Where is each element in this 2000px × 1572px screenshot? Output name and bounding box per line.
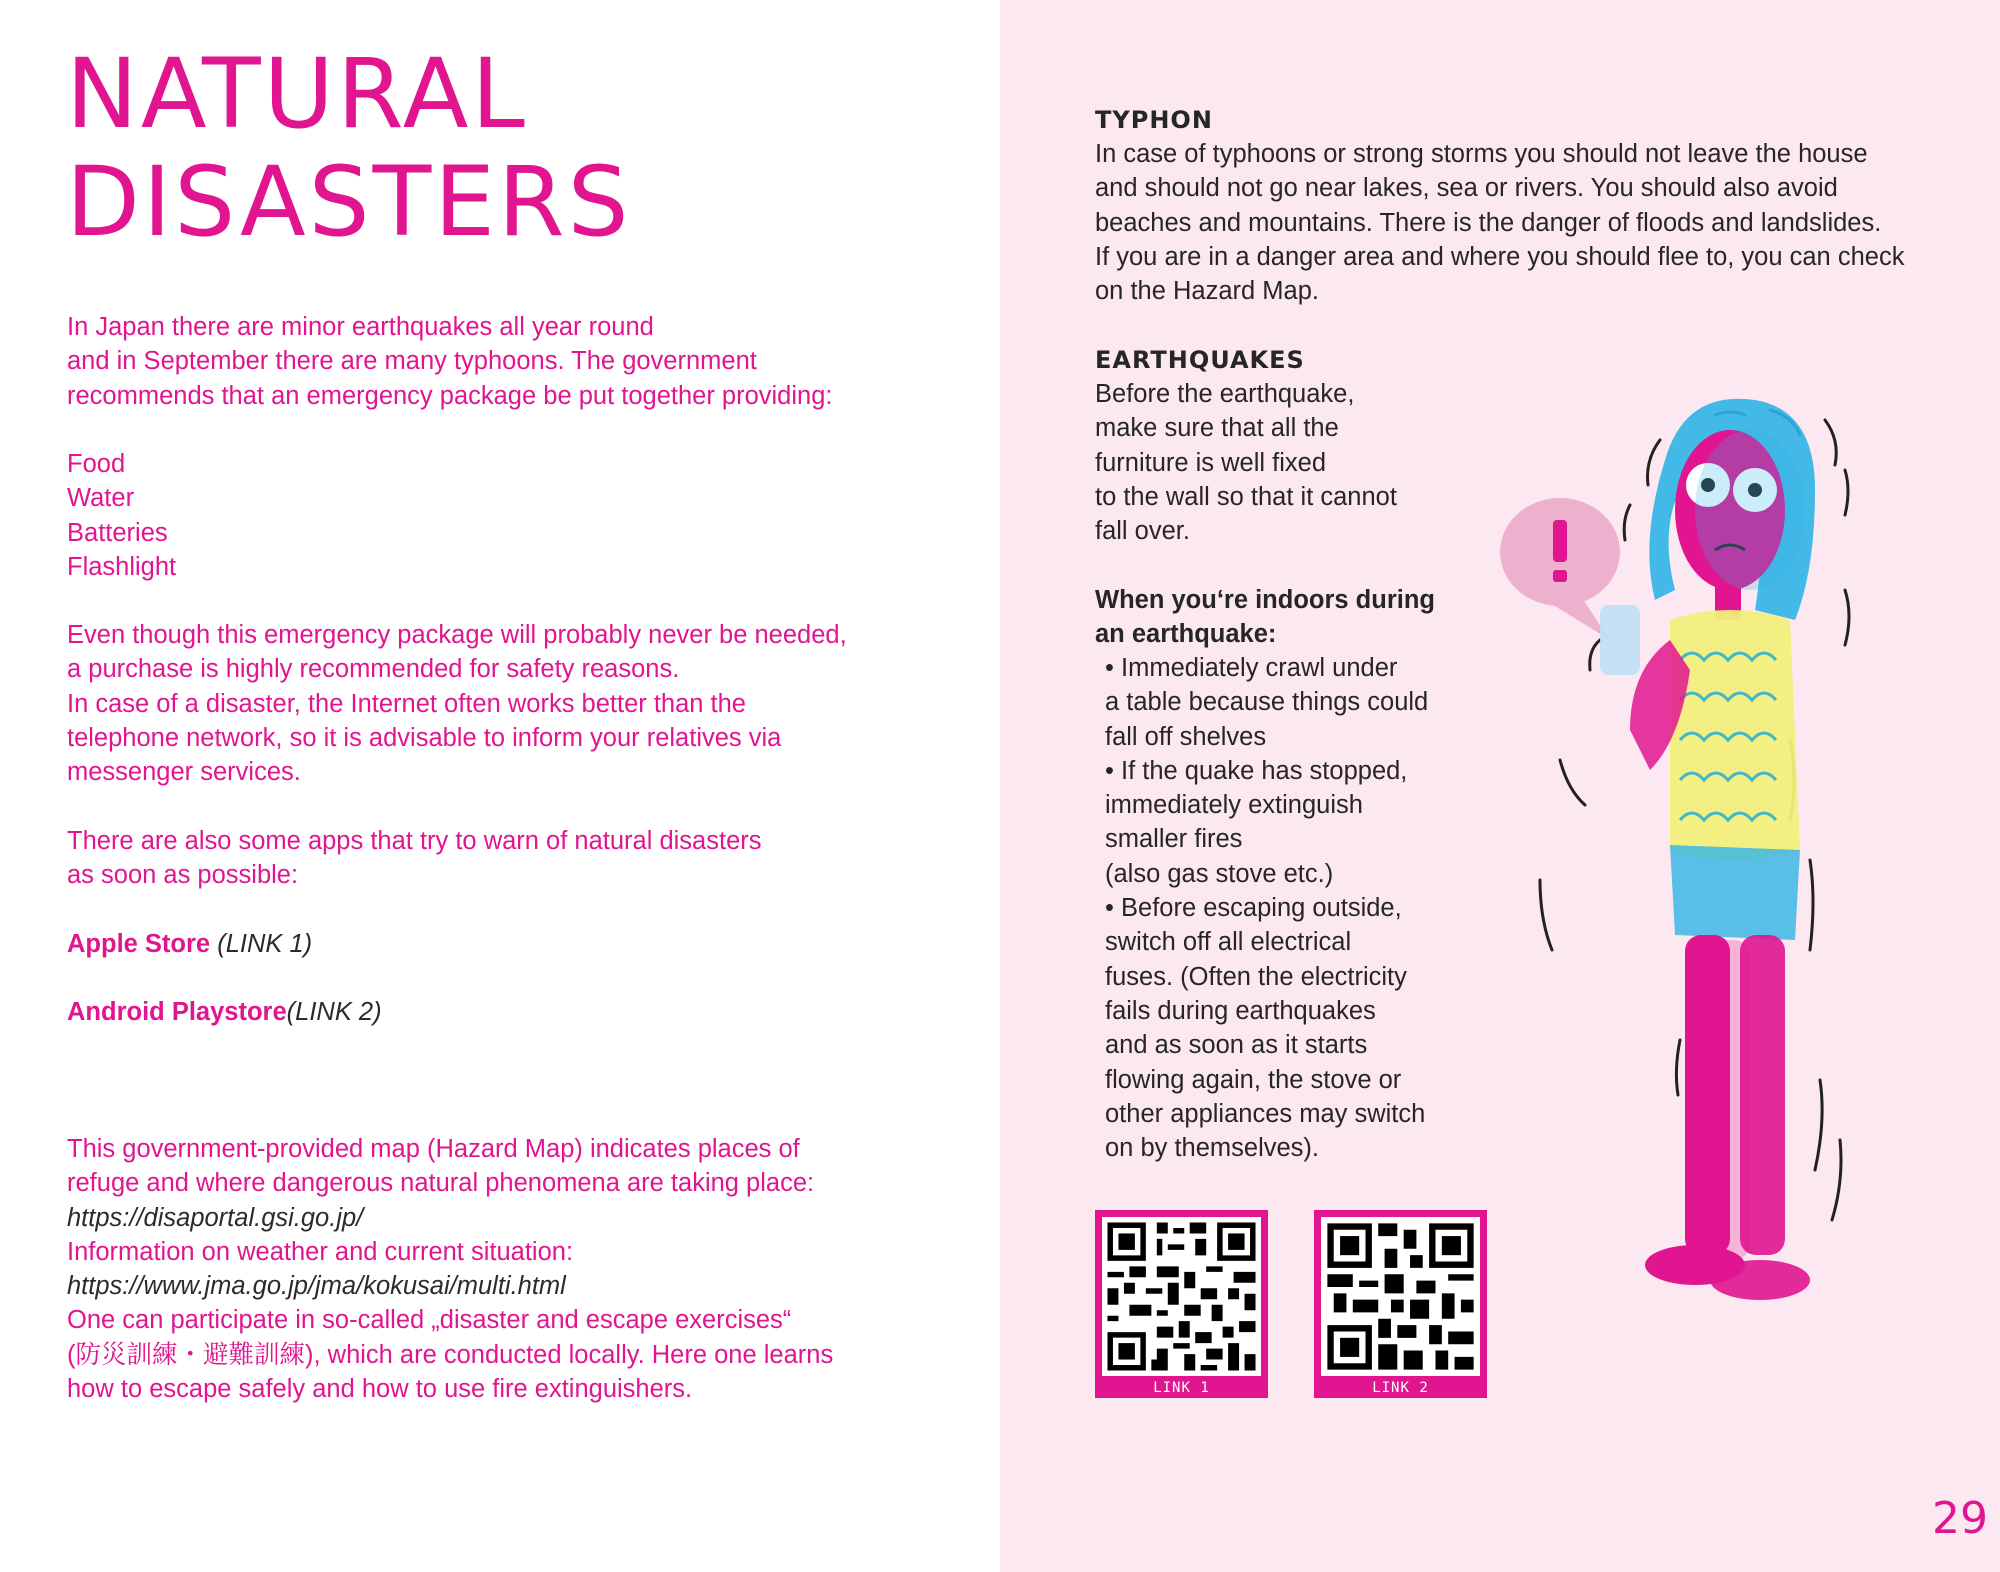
hazard-map-url[interactable]: https://disaportal.gsi.go.jp/ [67,1203,364,1232]
title-line-1: NATURAL [66,38,528,150]
hazard-map-paragraph: This government-provided map (Hazard Map) indicates places of refuge and where dangerous natural phenomena are taking place: https://disaportal.gsi.go.jp/ Information on weather and current situation: https://www.jma.go.jp/jma/kokusai/multi.html One can participate in so-called „disaster and escape exercises“ (防災訓練・避難訓練), which are conducted locally. Here one learns how to escape safely and how to use fire extinguishers. [67,1135,834,1404]
qr-code-link-1[interactable] [1095,1210,1268,1398]
apple-store-link[interactable]: Apple Store [67,930,211,958]
shaking-person-illustration [1450,320,1920,1420]
page-number: 29 [1932,1493,1988,1544]
qr-code-icon [1102,1217,1261,1376]
package-paragraph: Even though this emergency package will probably never be needed, a purchase is highly recommended for safety reasons. In case of a disaster, the Internet often works better than the telephone network, so it is advisable to inform your relatives via messenger services. [67,621,847,787]
typhoon-paragraph: In case of typhoons or strong storms you should not leave the house and should not go near lakes, sea or rivers. You should also avoid beaches and mountains. There is the danger of floods and landslides. If you are in a danger area and where you should flee to, you can check on the Hazard Map. [1095,140,1905,306]
list-item: Flashlight [67,552,177,581]
qr-2-label: LINK 2 [1372,1380,1429,1396]
list-item: Food [67,450,126,478]
title-line-2: DISASTERS [66,146,632,258]
supply-list [67,447,176,584]
list-item: • Before escaping outside, [1105,894,1402,923]
typhoon-heading: TYPHON [1095,106,1213,134]
apple-store-row [67,927,312,961]
android-link-ref: (LINK 2) [286,998,382,1026]
apps-intro: There are also some apps that try to warn of natural disasters as soon as possible: [67,827,762,890]
page-title [66,40,632,256]
indoors-heading: When you‘re indoors during an earthquake: [1095,586,1435,649]
earthquake-before-paragraph: Before the earthquake, make sure that all the furniture is well fixed to the wall so that it cannot fall over. [1095,380,1397,546]
indoors-bullets: • Immediately crawl under a table because things could fall off shelves • If the quake has stopped, immediately extinguish smaller fires (also gas stove etc.) • Before escaping outside, switch off all electrical fuses. (Often the electricity fails during earthquakes and as soon as it starts flowing again, the stove or other appliances may switch on by themselves). [1095,651,1428,1165]
android-store-row [67,995,382,1029]
weather-url[interactable]: https://www.jma.go.jp/jma/kokusai/multi.html [67,1272,566,1301]
apple-link-ref: (LINK 1) [217,930,313,958]
list-item: Water [67,484,135,513]
weather-label: Information on weather and current situation: [67,1237,574,1266]
qr-1-label: LINK 1 [1153,1380,1210,1396]
list-item: Batteries [67,518,168,547]
list-item: • Immediately crawl under [1105,654,1398,682]
list-item: • If the quake has stopped, [1105,756,1408,785]
android-store-link[interactable]: Android Playstore [67,998,287,1026]
earthquakes-heading: EARTHQUAKES [1095,346,1305,374]
intro-paragraph: In Japan there are minor earthquakes all year round and in September there are many typhoons. The government recommends that an emergency package be put together providing: [67,313,833,410]
